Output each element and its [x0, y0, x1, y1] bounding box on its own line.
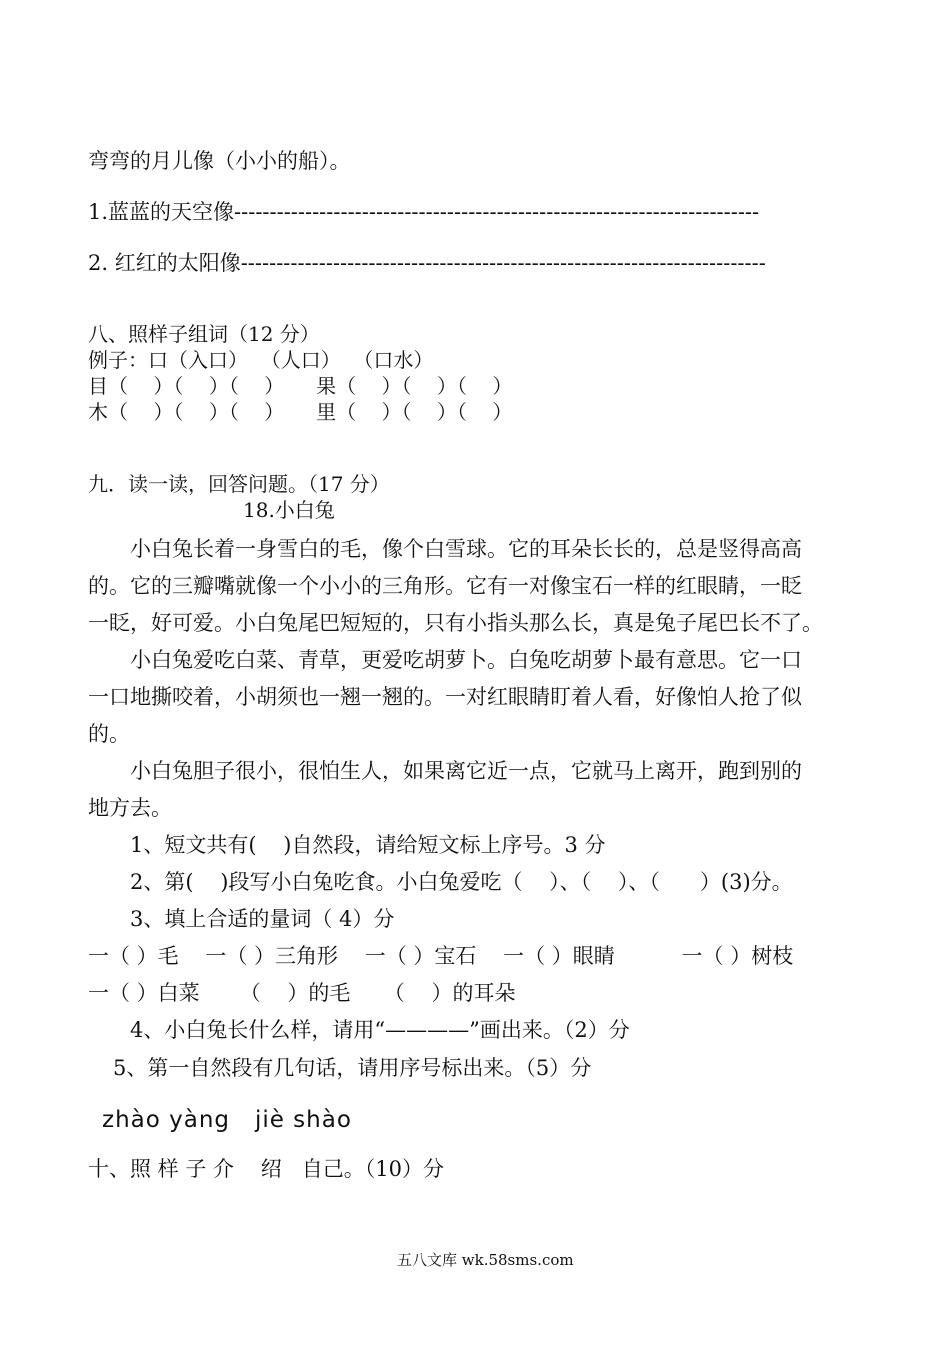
question-3-row-1: 一（ ）毛 一（ ）三角形 一（ ）宝石 一（ ）眼睛 一（ ）树枝 — [88, 944, 794, 968]
story-line: 一眨，好可爱。小白兔尾巴短短的，只有小指头那么长，真是兔子尾巴长不了。 — [88, 611, 823, 635]
section8-row-1: 目（ ）（ ）（ ） 果（ ）（ ）（ ） — [88, 374, 513, 398]
story-line: 地方去。 — [88, 796, 172, 820]
question-4: 4、小白兔长什么样，请用“————”画出来。（2）分 — [130, 1018, 630, 1042]
section10-pinyin: zhào yàng jiè shào — [102, 1107, 352, 1133]
story-line: 小白兔长着一身雪白的毛，像个白雪球。它的耳朵长长的，总是竖得高高 — [130, 537, 802, 561]
simile-example: 弯弯的月儿像（小小的船）。 — [88, 149, 351, 173]
footer-text: 五八文库 wk.58sms.com — [397, 1251, 574, 1269]
question-3: 3、填上合适的量词（ 4）分 — [130, 907, 395, 931]
story-line: 小白兔胆子很小，很怕生人，如果离它近一点，它就马上离开，跑到别的 — [130, 759, 802, 783]
simile-item-1: 1.蓝蓝的天空像-------------------------------------------------------------------------- — [88, 200, 760, 224]
section8-example: 例子：口（入口） （人口） （口水） — [88, 348, 434, 372]
section8-title: 八、照样子组词（12 分） — [88, 322, 320, 346]
section9-title: 九．读一读，回答问题。（17 分） — [88, 472, 390, 496]
question-1: 1、短文共有( )自然段，请给短文标上序号。3 分 — [130, 833, 606, 857]
story-line: 小白兔爱吃白菜、青草，更爱吃胡萝卜。白兔吃胡萝卜最有意思。它一口 — [130, 648, 802, 672]
question-5: 5、第一自然段有几句话，请用序号标出来。（5）分 — [113, 1056, 592, 1080]
story-line: 一口地撕咬着，小胡须也一翘一翘的。一对红眼睛盯着人看，好像怕人抢了似 — [88, 685, 802, 709]
simile-item-2: 2. 红红的太阳像-------------------------------------------------------------------------- — [88, 251, 766, 275]
story-title: 18.小白兔 — [243, 498, 335, 522]
question-3-row-2: 一（ ）白菜 （ ）的毛 （ ）的耳朵 — [88, 981, 516, 1005]
section10-title: 十、照 样 子 介 绍 自己。（10）分 — [88, 1157, 444, 1181]
story-line: 的。 — [88, 722, 130, 746]
section8-row-2: 木（ ）（ ）（ ） 里（ ）（ ）（ ） — [88, 400, 513, 424]
question-2: 2、第( )段写小白兔吃食。小白兔爱吃（ ）、（ ）、（ ）(3)分。 — [130, 870, 793, 894]
story-line: 的。它的三瓣嘴就像一个小小的三角形。它有一对像宝石一样的红眼睛，一眨 — [88, 574, 802, 598]
